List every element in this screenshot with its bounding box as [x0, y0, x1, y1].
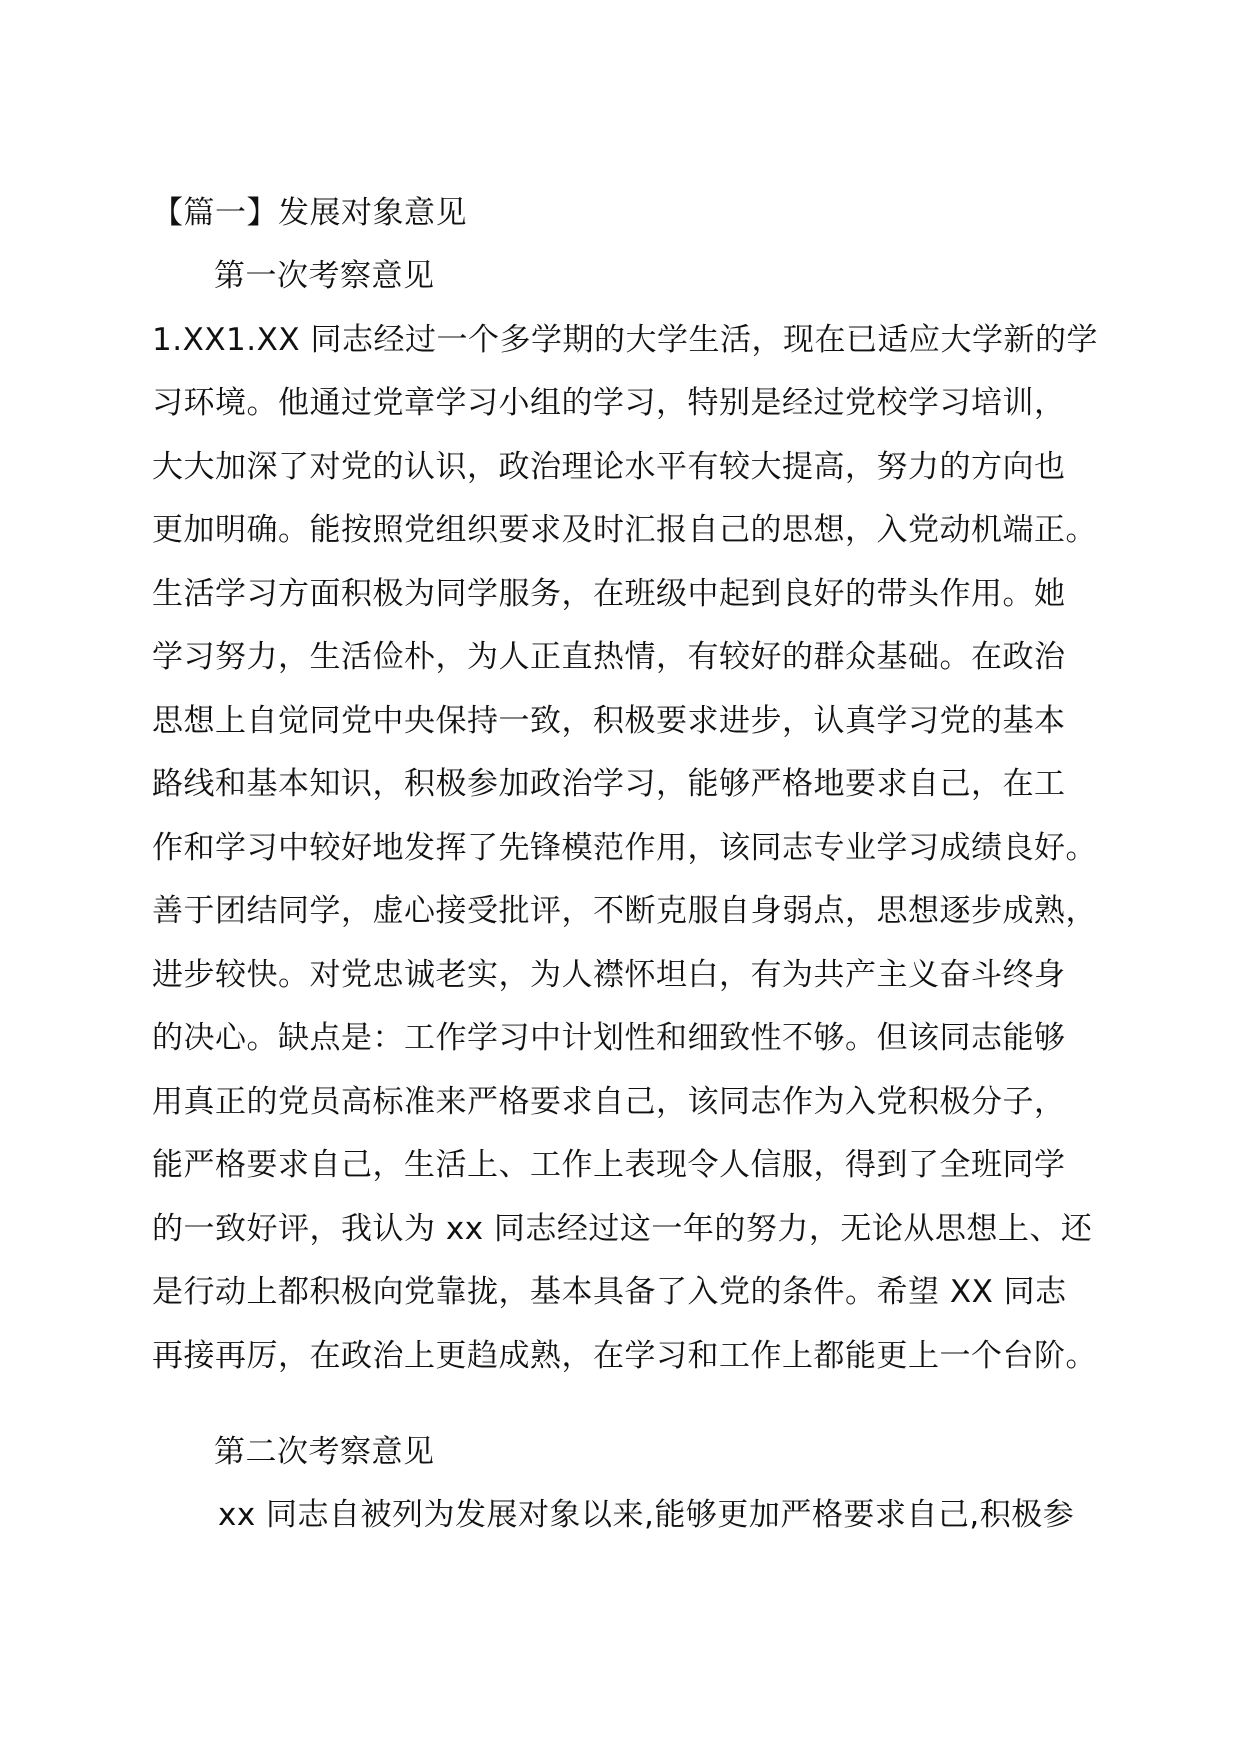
section-1-line: 进步较快。对党忠诚老实，为人襟怀坦白，有为共产主义奋斗终身 [152, 957, 1066, 993]
section-1-line: 路线和基本知识，积极参加政治学习，能够严格地要求自己，在工 [152, 766, 1066, 802]
section-1-line: 大大加深了对党的认识，政治理论水平有较大提高，努力的方向也 [152, 449, 1066, 485]
section-1-line: 作和学习中较好地发挥了先锋模范作用，该同志专业学习成绩良好。 [152, 830, 1097, 866]
section-1-line: 生活学习方面积极为同学服务，在班级中起到良好的带头作用。她 [152, 576, 1066, 612]
section-1-line: 的决心。缺点是：工作学习中计划性和细致性不够。但该同志能够 [152, 1020, 1066, 1056]
section-1-line: 的一致好评，我认为 xx 同志经过这一年的努力，无论从思想上、还 [152, 1211, 1093, 1247]
section-1-line: 思想上自觉同党中央保持一致，积极要求进步，认真学习党的基本 [152, 703, 1066, 739]
section-2-line: xx 同志自被列为发展对象以来,能够更加严格要求自己,积极参 [218, 1497, 1075, 1533]
section-1-line: 学习努力，生活俭朴，为人正直热情，有较好的群众基础。在政治 [152, 639, 1066, 675]
document-heading: 【篇一】发展对象意见 [152, 195, 467, 231]
section-1-line: 用真正的党员高标准来严格要求自己，该同志作为入党积极分子， [152, 1084, 1066, 1120]
section-1-title: 第一次考察意见 [214, 258, 435, 294]
section-1-line: 习环境。他通过党章学习小组的学习，特别是经过党校学习培训， [152, 385, 1066, 421]
section-2-title: 第二次考察意见 [214, 1434, 435, 1470]
section-1-line: 更加明确。能按照党组织要求及时汇报自己的思想，入党动机端正。 [152, 512, 1097, 548]
section-1-line: 是行动上都积极向党靠拢，基本具备了入党的条件。希望 XX 同志 [152, 1274, 1067, 1310]
section-1-line: 能严格要求自己，生活上、工作上表现令人信服，得到了全班同学 [152, 1147, 1066, 1183]
section-1-line: 善于团结同学，虚心接受批评，不断克服自身弱点，思想逐步成熟， [152, 893, 1097, 929]
section-1-line: 再接再厉，在政治上更趋成熟，在学习和工作上都能更上一个台阶。 [152, 1338, 1097, 1374]
section-1-line: 1.XX1.XX 同志经过一个多学期的大学生活，现在已适应大学新的学 [152, 322, 1098, 358]
